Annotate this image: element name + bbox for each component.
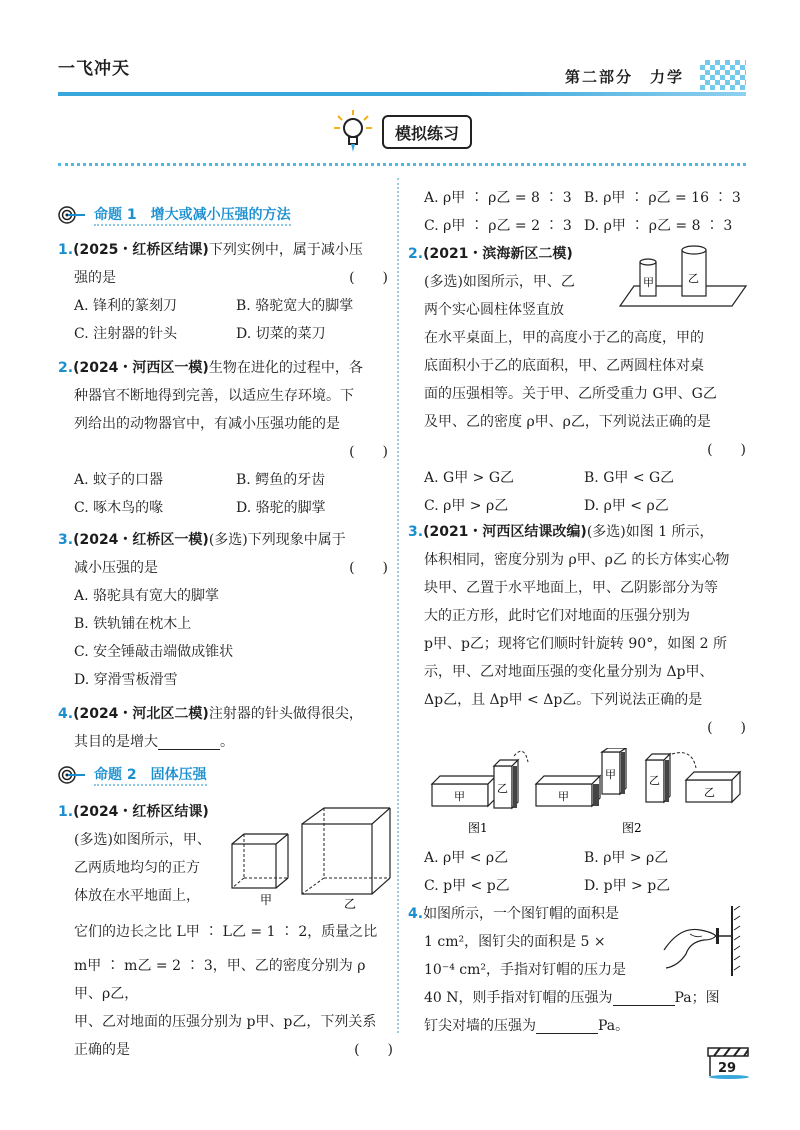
- topic-2: [58, 764, 388, 786]
- question-stem: 乙两质地均匀的正方: [74, 860, 200, 876]
- question-number: 2.: [408, 246, 424, 262]
- question-7: [408, 518, 746, 742]
- option-c: C. 注射器的针头: [74, 326, 178, 342]
- option-b: B. 鳄鱼的牙齿: [236, 472, 326, 488]
- figure-label-jia: 甲: [558, 790, 569, 803]
- question-3: [58, 526, 388, 694]
- question-source: (2021・滨海新区二模): [423, 246, 573, 262]
- option-a: A. ρ甲 ∶ ρ乙 = 8 ∶ 3: [424, 190, 572, 206]
- question-stem: 种器官不断地得到完善，以适应生存环境。下: [74, 388, 354, 404]
- target-icon: [58, 204, 86, 226]
- question-number: 2.: [58, 360, 74, 376]
- figure-label-jia: 甲: [643, 276, 654, 289]
- question-stem-end: 。: [220, 734, 234, 750]
- left-column: [58, 204, 388, 226]
- question-stem: 它们的边长之比 L甲 ∶ L乙 = 1 ∶ 2，质量之比: [74, 924, 378, 940]
- answer-paren: ( ): [354, 1042, 393, 1058]
- chapter-title: 第二部分 力学: [565, 68, 685, 86]
- figure-label-yi: 乙: [497, 782, 508, 795]
- question-number: 3.: [58, 532, 74, 548]
- question-source: (2025・红桥区结课): [73, 242, 209, 258]
- option-b: B. ρ甲 > ρ乙: [584, 850, 669, 866]
- thumbtack-figure: [660, 906, 742, 976]
- option-a: A. 锋利的篆刻刀: [74, 298, 178, 314]
- option-c: C. 啄木鸟的喙: [74, 500, 164, 516]
- answer-paren: ( ): [707, 442, 746, 458]
- question-stem: 减小压强的是: [74, 560, 158, 576]
- option-d: D. 穿滑雪板滑雪: [74, 672, 178, 688]
- section-dotted-rule: [58, 163, 746, 166]
- option-d: D. 切菜的菜刀: [236, 326, 326, 342]
- question-stem: 体积相同，密度分别为 ρ甲、ρ乙 的长方体实心物: [424, 552, 730, 568]
- target-icon: [58, 764, 86, 786]
- topic-1-heading: [58, 204, 388, 226]
- figure-label-yi: 乙: [344, 897, 357, 910]
- question-stem: 下列实例中，属于减小压: [208, 242, 363, 258]
- blocks-figure: [424, 748, 744, 836]
- column-divider: [397, 178, 399, 1033]
- header-decoration: [700, 60, 746, 90]
- topic-2-heading: [58, 764, 388, 786]
- question-number: 4.: [408, 906, 424, 922]
- question-stem: 注射器的针头做得很尖，: [208, 706, 363, 722]
- question-source: (2021・河西区结课改编): [423, 524, 587, 540]
- option-a: A. 蚊子的口器: [74, 472, 164, 488]
- figure-label-yi: 乙: [688, 272, 699, 285]
- question-stem: Δp乙，且 Δp甲 < Δp乙。下列说法正确的是: [424, 692, 703, 708]
- question-stem: 10⁻⁴ cm²，手指对钉帽的压力是: [424, 962, 626, 978]
- q5-options: [424, 184, 754, 240]
- topic-2-text: 命题 2 固体压强: [94, 764, 207, 786]
- question-stem: 甲、乙对地面的压强分别为 p甲、p乙，下列关系: [74, 1014, 377, 1030]
- answer-blank[interactable]: [613, 990, 675, 1006]
- answer-paren: ( ): [707, 720, 746, 736]
- question-stem: 钉尖对墙的压强为: [424, 1018, 536, 1034]
- section-title: 模拟练习: [382, 115, 472, 149]
- question-stem: Pa；图: [674, 990, 720, 1006]
- question-stem: 强的是: [74, 270, 116, 286]
- figure-label-jia: 甲: [260, 893, 273, 907]
- question-number: 4.: [58, 706, 74, 722]
- figure-label-yi: 乙: [704, 786, 715, 799]
- question-stem: (多选)如图所示，甲、乙: [424, 274, 575, 290]
- question-source: (2024・河西区一模): [73, 360, 209, 376]
- option-a: A. G甲 > G乙: [424, 470, 515, 486]
- question-stem: (多选)下列现象中属于: [208, 532, 346, 548]
- figure-label-jia: 甲: [605, 768, 616, 781]
- answer-blank[interactable]: [158, 734, 220, 750]
- option-c: C. p甲 < p乙: [424, 878, 510, 894]
- question-stem: 生物在进化的过程中，各: [208, 360, 363, 376]
- option-c: C. 安全锤敲击端做成锥状: [74, 644, 234, 660]
- option-b: B. 铁轨铺在枕木上: [74, 616, 192, 632]
- question-stem: 两个实心圆柱体竖直放: [424, 302, 564, 318]
- question-source: (2024・红桥区结课): [73, 804, 209, 820]
- question-4: [58, 700, 388, 756]
- option-a: A. ρ甲 < ρ乙: [424, 850, 509, 866]
- option-b: B. G甲 < G乙: [584, 470, 675, 486]
- lightbulb-icon: [332, 108, 374, 154]
- topic-1-text: 命题 1 增大或减小压强的方法: [94, 204, 291, 226]
- question-stem: 正确的是: [74, 1042, 130, 1058]
- question-source: (2024・河北区二模): [73, 706, 209, 722]
- answer-paren: ( ): [349, 270, 388, 286]
- question-stem: 40 N，则手指对钉帽的压强为: [424, 990, 613, 1006]
- option-c: C. ρ甲 ∶ ρ乙 = 2 ∶ 3: [424, 218, 572, 234]
- question-stem: 在水平桌面上，甲的高度小于乙的高度，甲的: [424, 330, 704, 346]
- question-stem: 及甲、乙的密度 ρ甲、ρ乙，下列说法正确的是: [424, 414, 711, 430]
- figure-1-caption: 图1: [468, 821, 488, 835]
- answer-paren: ( ): [349, 444, 388, 460]
- question-source: (2024・红桥区一模): [73, 532, 209, 548]
- cubes-figure: [228, 806, 394, 910]
- question-number: 1.: [58, 242, 74, 258]
- option-d: D. p甲 > p乙: [584, 878, 671, 894]
- book-title: 一飞冲天: [58, 59, 130, 79]
- question-stem: 底面积小于乙的底面积，甲、乙两圆柱体对桌: [424, 358, 704, 374]
- question-stem: (多选)如图所示，甲、: [74, 832, 211, 848]
- question-stem: 其目的是增大: [74, 734, 158, 750]
- q7-options: [424, 844, 744, 900]
- question-stem: 如图所示，一个图钉帽的面积是: [423, 906, 620, 922]
- option-b: B. ρ甲 ∶ ρ乙 = 16 ∶ 3: [584, 190, 741, 206]
- option-b: B. 骆驼宽大的脚掌: [236, 298, 354, 314]
- option-d: D. 骆驼的脚掌: [236, 500, 326, 516]
- question-stem: 示，甲、乙对地面压强的变化量分别为 Δp甲、: [424, 664, 714, 680]
- answer-paren: ( ): [349, 560, 388, 576]
- question-number: 3.: [408, 524, 424, 540]
- question-stem: 列给出的动物器官中，有减小压强功能的是: [74, 416, 340, 432]
- cylinders-figure: [618, 244, 748, 310]
- question-2: [58, 354, 388, 522]
- option-c: C. ρ甲 > ρ乙: [424, 498, 509, 514]
- question-stem: 面的压强相等。关于甲、乙所受重力 G甲、G乙: [424, 386, 717, 402]
- figure-label-jia: 甲: [454, 790, 465, 803]
- page-number: 29: [718, 1061, 737, 1076]
- option-a: A. 骆驼具有宽大的脚掌: [74, 588, 220, 604]
- question-number: 1.: [58, 804, 74, 820]
- option-d: D. ρ甲 ∶ ρ乙 = 8 ∶ 3: [584, 218, 733, 234]
- question-stem: 1 cm²，图钉尖的面积是 5 ×: [424, 934, 606, 950]
- question-1: [58, 236, 388, 348]
- header-rule: [58, 92, 746, 96]
- question-stem: m甲 ∶ m乙 = 2 ∶ 3，甲、乙的密度分别为 ρ甲、ρ乙，: [74, 958, 366, 1002]
- answer-blank[interactable]: [536, 1018, 598, 1034]
- question-stem: (多选)如图 1 所示，: [586, 524, 714, 540]
- figure-label-yi: 乙: [649, 774, 660, 787]
- option-d: D. ρ甲 < ρ乙: [584, 498, 669, 514]
- figure-2-caption: 图2: [622, 821, 642, 835]
- question-stem: p甲、p乙；现将它们顺时针旋转 90°，如图 2 所: [424, 636, 727, 652]
- question-stem: 块甲、乙置于水平地面上，甲、乙阴影部分为等: [424, 580, 718, 596]
- question-stem: 体放在水平地面上，: [74, 888, 200, 904]
- question-stem: Pa。: [598, 1018, 630, 1034]
- question-stem: 大的正方形，此时它们对地面的压强分别为: [424, 608, 690, 624]
